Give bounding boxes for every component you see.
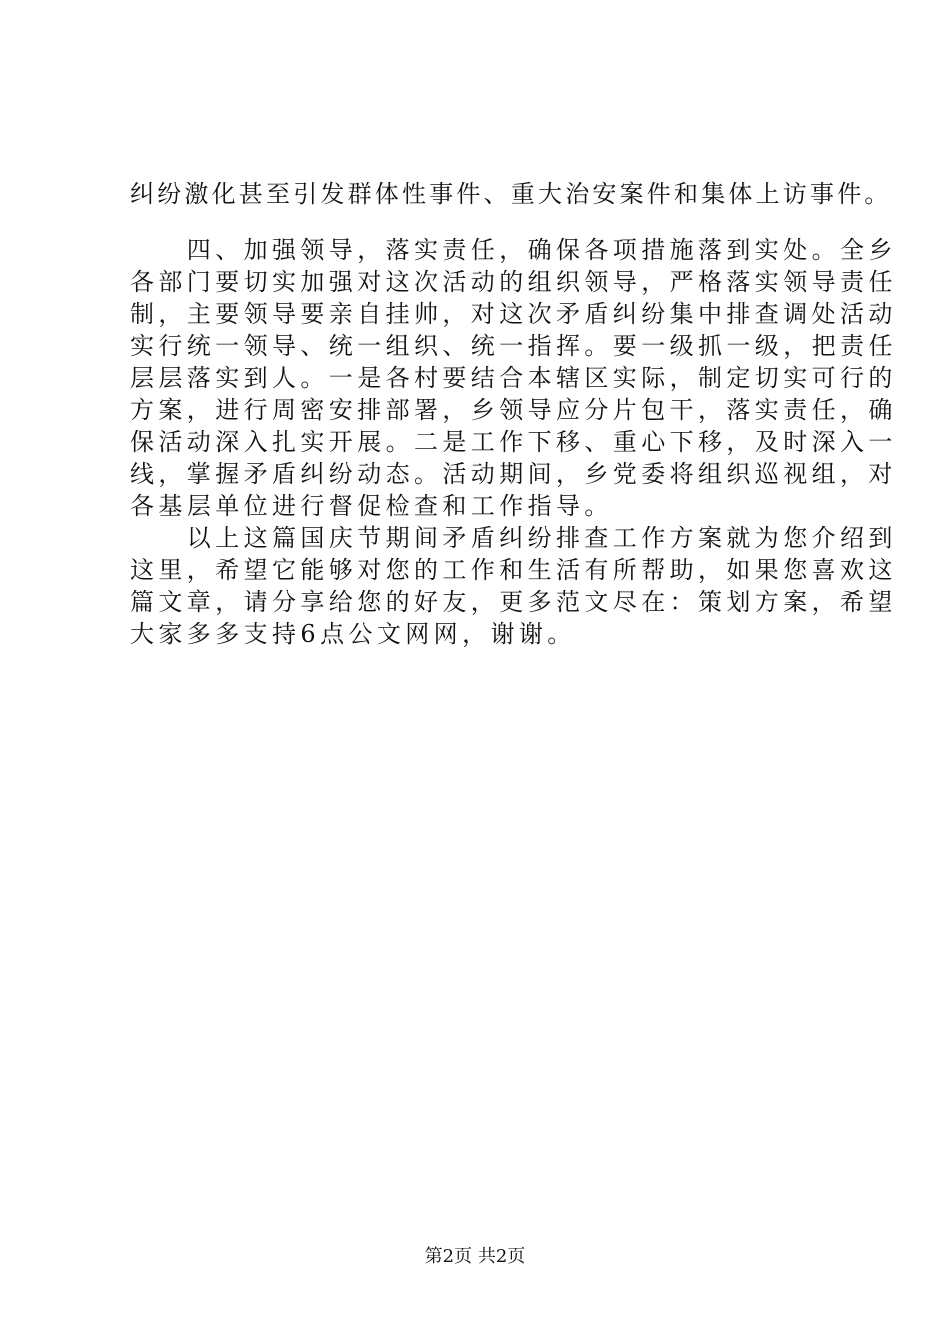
text-line: 实行统一领导、统一组织、统一指挥。要一级抓一级，把责任 [130,332,897,360]
text-line: 线，掌握矛盾纠纷动态。活动期间，乡党委将组织巡视组，对 [130,460,897,488]
page-number-footer: 第2页 共2页 [424,1246,526,1267]
text-line: 纠纷激化甚至引发群体性事件、重大治安案件和集体上访事件。 [130,180,892,208]
text-line: 大家多多支持6点公文网网，谢谢。 [130,620,576,648]
text-line: 各部门要切实加强对这次活动的组织领导，严格落实领导责任 [130,268,897,296]
text-line: 保活动深入扎实开展。二是工作下移、重心下移，及时深入一 [130,428,897,456]
text-line: 篇文章，请分享给您的好友，更多范文尽在：策划方案，希望 [130,588,897,616]
text-line: 以上这篇国庆节期间矛盾纠纷排查工作方案就为您介绍到 [130,524,897,552]
text-line: 四、加强领导，落实责任，确保各项措施落到实处。全乡 [130,236,897,264]
text-line: 层层落实到人。一是各村要结合本辖区实际，制定切实可行的 [130,364,897,392]
text-line: 这里，希望它能够对您的工作和生活有所帮助，如果您喜欢这 [130,556,897,584]
text-line: 方案，进行周密安排部署，乡领导应分片包干，落实责任，确 [130,396,897,424]
text-line: 各基层单位进行督促检查和工作指导。 [130,492,613,520]
text-line: 制，主要领导要亲自挂帅，对这次矛盾纠纷集中排查调处活动 [130,300,897,328]
